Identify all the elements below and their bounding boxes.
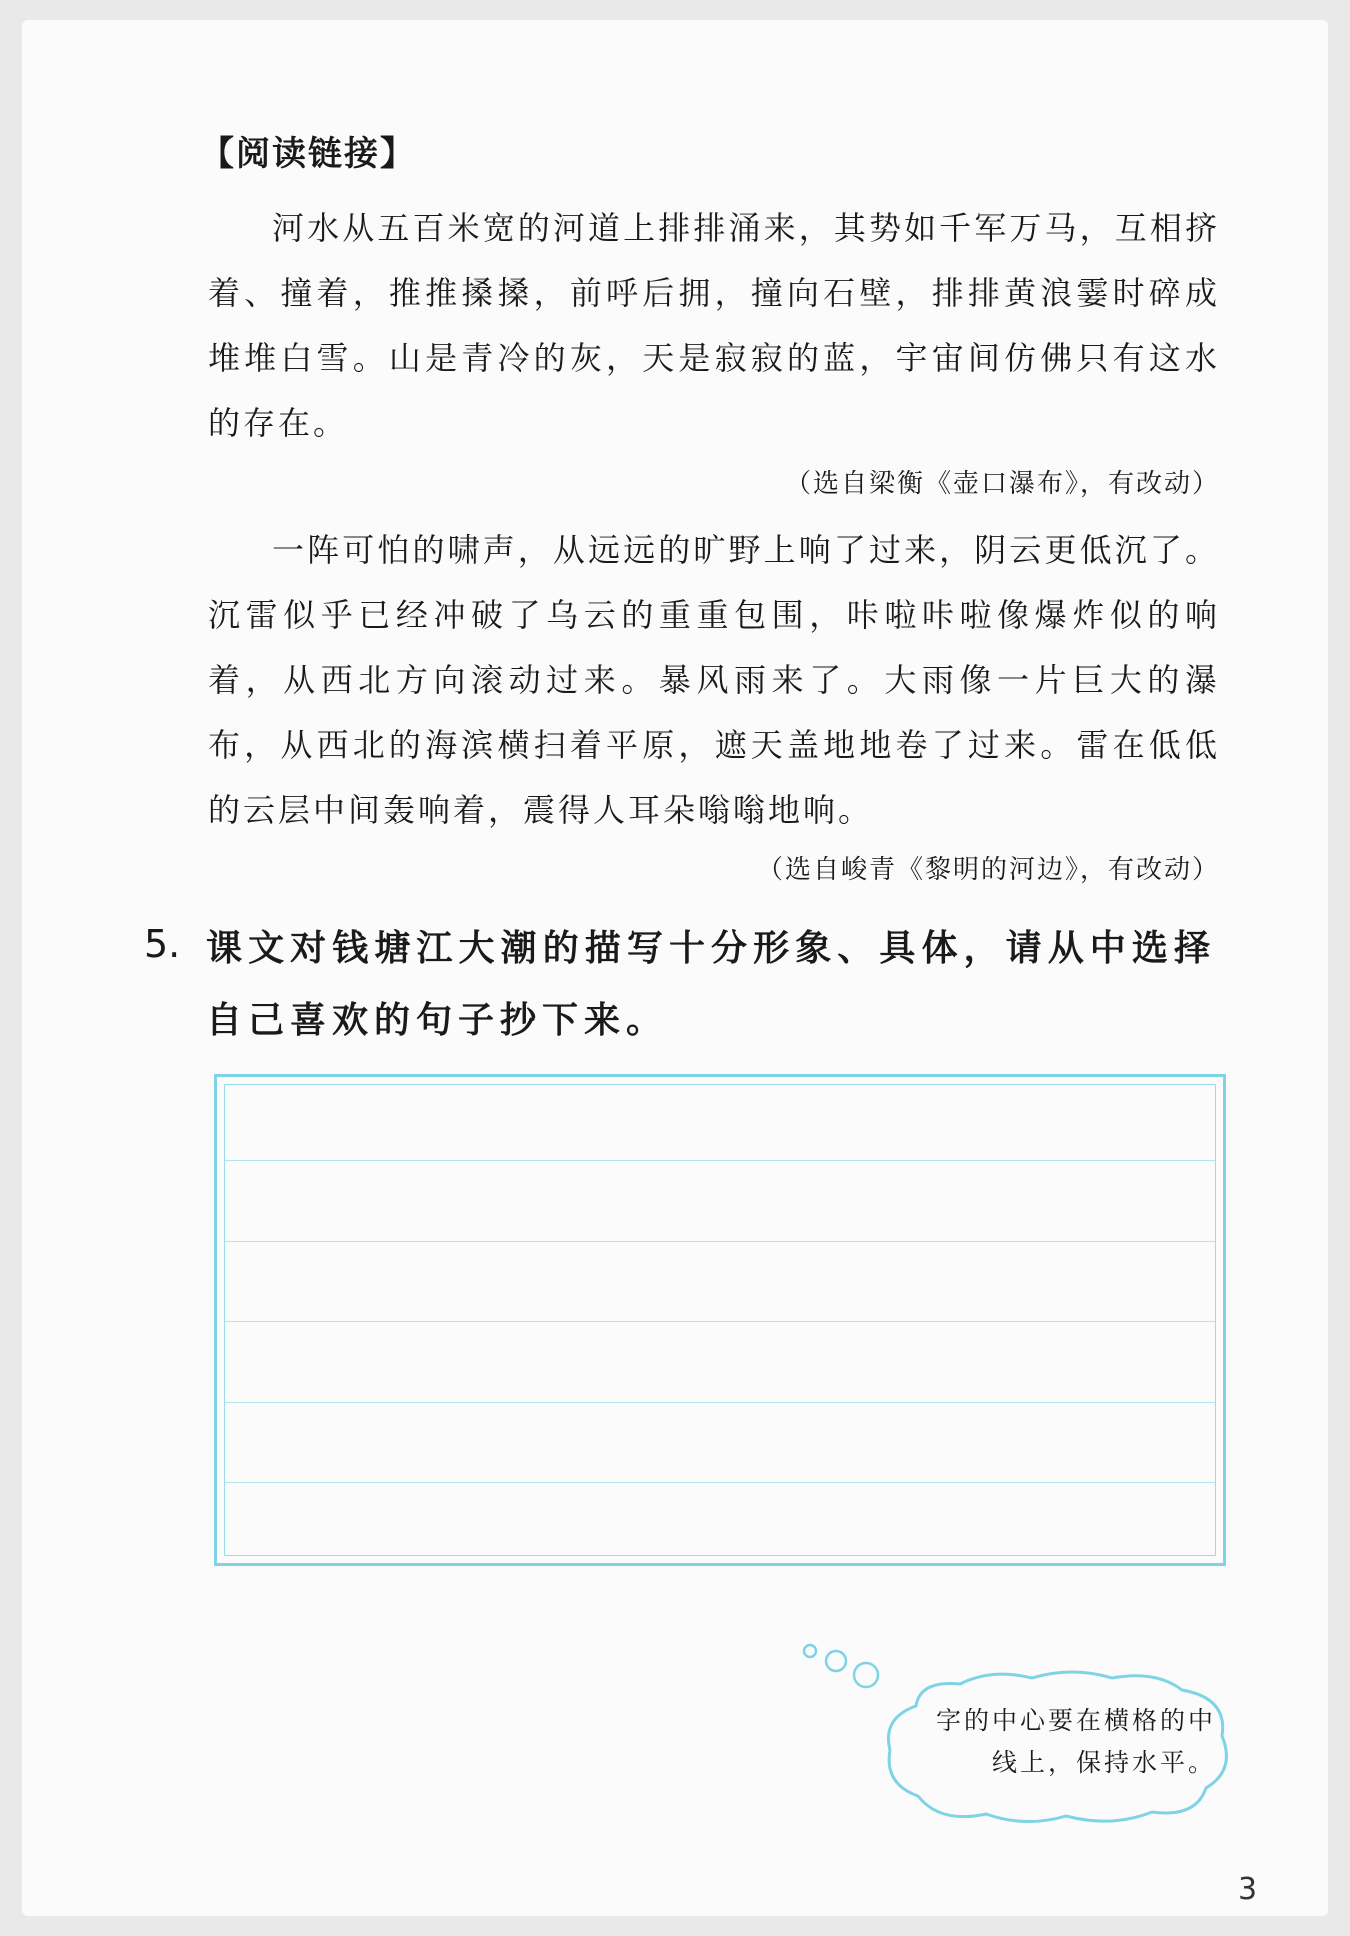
- tip-text: 字的中心要在横格的中线上，保持水平。: [935, 1706, 1216, 1777]
- ruled-line: [225, 1241, 1215, 1242]
- ruled-line: [225, 1402, 1215, 1403]
- ruled-line: [225, 1321, 1215, 1322]
- ruled-line: [225, 1482, 1215, 1483]
- page-number: 3: [1238, 1872, 1258, 1907]
- question-text: 课文对钱塘江大潮的描写十分形象、具体，请从中选择自己喜欢的句子抄下来。: [206, 927, 1216, 1041]
- answer-ruled-area[interactable]: [224, 1084, 1216, 1556]
- reading-passage-1: 河水从五百米宽的河道上排排涌来，其势如千军万马，互相挤着、撞着，推推搡搡，前呼后拥，撞向石壁，排排黄浪霎时碎成堆堆白雪。山是青冷的灰，天是寂寂的蓝，宇宙间仿佛只有这水的存在。: [208, 209, 1220, 442]
- reading-passage-2: 一阵可怕的啸声，从远远的旷野上响了过来，阴云更低沉了。沉雷似乎已经冲破了乌云的重重包围，咔啦咔啦像爆炸似的响着，从西北方向滚动过来。暴风雨来了。大雨像一片巨大的瀑布，从西北的海滨横扫着平原，遮天盖地地卷了过来。雷在低低的云层中间轰响着，震得人耳朵嗡嗡地响。: [208, 531, 1220, 829]
- question-number: 5.: [144, 922, 181, 966]
- passage-1-source: （选自梁衡《壶口瀑布》，有改动）: [784, 469, 1220, 499]
- question-5: [144, 912, 1229, 1056]
- section-title: 【阅读链接】: [200, 134, 416, 174]
- passage-2-source: （选自峻青《黎明的河边》，有改动）: [756, 855, 1220, 885]
- ruled-line: [225, 1160, 1215, 1161]
- tip-thought-bubble: [876, 1666, 1236, 1824]
- thought-bubble-dots-icon: [800, 1640, 880, 1690]
- answer-writing-box[interactable]: [214, 1074, 1226, 1566]
